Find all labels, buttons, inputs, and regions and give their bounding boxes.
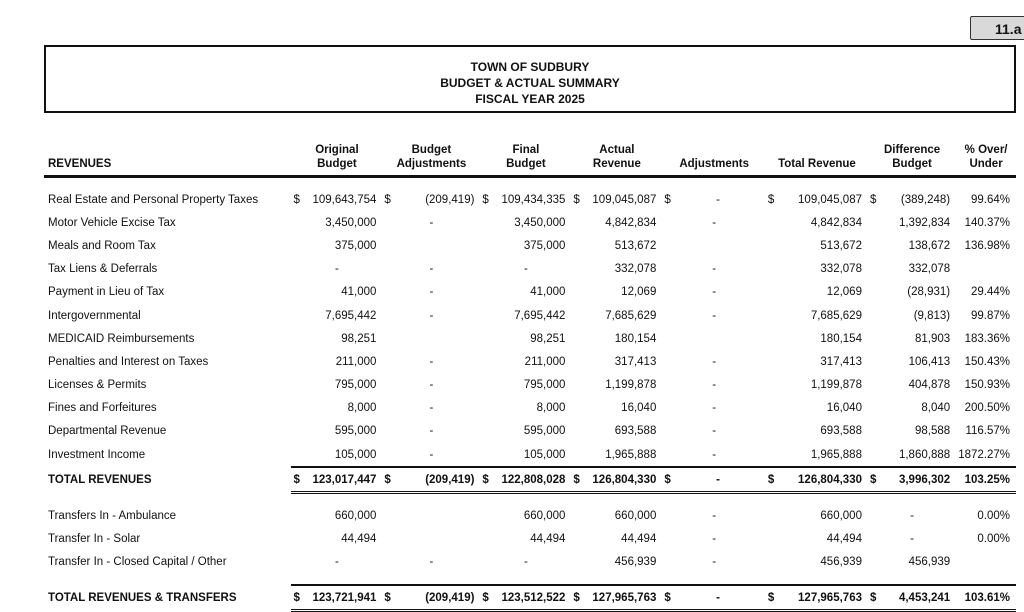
currency-symbol: $	[482, 591, 489, 604]
row-label: Meals and Room Tax	[48, 239, 156, 252]
cell-actual-revenue	[571, 467, 662, 493]
cell-original-budget: 105,000	[334, 448, 377, 461]
table-row	[44, 443, 1016, 467]
cell-total-revenue: 1,965,888	[810, 448, 862, 461]
cell-adjustments	[662, 234, 766, 257]
cell-difference-budget: -	[910, 533, 914, 546]
currency-symbol: $	[293, 193, 300, 206]
cell-original-budget: 595,000	[334, 425, 377, 438]
cell-adjustments: -	[712, 355, 717, 368]
cell-budget-adjustments: -	[429, 309, 434, 322]
cell-actual-revenue: 660,000	[614, 510, 657, 523]
cell-original-budget: 660,000	[334, 510, 377, 523]
cell-pct-over-under: 0.00%	[977, 533, 1010, 546]
cell-value: (209,419)	[425, 591, 475, 604]
cell-total-revenue: 332,078	[820, 263, 862, 276]
currency-symbol: $	[384, 193, 391, 206]
cell-adjustments: -	[712, 448, 717, 461]
cell-difference-budget	[868, 467, 956, 493]
row-label: TOTAL REVENUES & TRANSFERS	[48, 591, 237, 604]
cell-actual-revenue: 317,413	[614, 355, 657, 368]
spacer-row	[44, 574, 1016, 585]
cell-budget-adjustments	[382, 467, 480, 493]
row-label: MEDICAID Reimbursements	[48, 332, 195, 345]
cell-pct-over-under: 99.64%	[970, 193, 1010, 206]
cell-difference-budget: 456,939	[908, 556, 951, 569]
cell-adjustments: -	[712, 510, 717, 523]
row-label: Transfer In - Solar	[48, 533, 141, 546]
table-row	[44, 504, 1016, 527]
currency-symbol: $	[767, 591, 775, 604]
spacer-row	[44, 493, 1016, 505]
cell-difference-budget: (9,813)	[913, 309, 951, 322]
cell-actual-revenue: 7,685,629	[605, 309, 657, 322]
col-header-original-budget: Original Budget	[291, 140, 382, 177]
cell-difference-budget: 106,413	[908, 355, 951, 368]
spacer-cell	[44, 574, 1016, 585]
cell-value: 122,808,028	[501, 473, 566, 486]
cell-original-budget: -	[335, 263, 339, 276]
col-header-budget-adjustments: Budget Adjustments	[382, 140, 480, 177]
report-title-name: BUDGET & ACTUAL SUMMARY	[440, 76, 620, 90]
cell-total-revenue: 317,413	[820, 355, 862, 368]
cell-final-budget: 105,000	[523, 448, 566, 461]
cell-actual-revenue	[571, 585, 662, 611]
cell-pct-over-under: 103.25%	[956, 467, 1016, 493]
cell-actual-revenue: 12,069	[621, 286, 657, 299]
cell-pct-over-under: 0.00%	[977, 510, 1010, 523]
cell-actual-revenue: 16,040	[621, 402, 657, 415]
col-header-revenues: REVENUES	[44, 140, 291, 177]
cell-original-budget	[291, 585, 382, 611]
col-header-actual-revenue: Actual Revenue	[571, 140, 662, 177]
cell-actual-revenue	[571, 188, 662, 211]
cell-final-budget: 8,000	[536, 402, 566, 415]
table-row	[44, 420, 1016, 443]
table-row	[44, 258, 1016, 281]
cell-pct-over-under: 136.98%	[964, 239, 1010, 252]
cell-final-budget	[480, 585, 571, 611]
cell-final-budget: 44,494	[530, 533, 566, 546]
row-label: Penalties and Interest on Taxes	[48, 355, 209, 368]
currency-symbol: $	[293, 591, 300, 604]
row-label: Fines and Forfeitures	[48, 402, 157, 415]
cell-value: 123,721,941	[312, 591, 377, 604]
currency-symbol: $	[767, 473, 775, 486]
row-label: Licenses & Permits	[48, 379, 147, 392]
cell-original-budget: 41,000	[341, 286, 377, 299]
col-header-difference-budget: Difference Budget	[868, 140, 956, 177]
cell-value: 109,045,087	[798, 193, 862, 206]
cell-pct-over-under: 103.61%	[956, 585, 1016, 611]
row-label: Tax Liens & Deferrals	[48, 263, 158, 276]
cell-total-revenue: 1,199,878	[810, 379, 862, 392]
cell-difference-budget: (28,931)	[907, 286, 951, 299]
budget-actual-table	[44, 140, 1016, 612]
cell-final-budget: 660,000	[523, 510, 566, 523]
table-row	[44, 350, 1016, 373]
table-row	[44, 528, 1016, 551]
cell-value: 123,512,522	[501, 591, 566, 604]
cell-pct-over-under: 150.43%	[964, 355, 1010, 368]
cell-value: -	[716, 591, 720, 604]
cell-adjustments	[662, 327, 766, 350]
cell-actual-revenue: 456,939	[614, 556, 657, 569]
row-label: Investment Income	[48, 449, 146, 462]
cell-pct-over-under: 150.93%	[964, 379, 1010, 392]
cell-value: -	[716, 473, 720, 486]
currency-symbol: $	[869, 193, 877, 206]
cell-adjustments: -	[712, 556, 717, 569]
cell-actual-revenue: 513,672	[614, 239, 657, 252]
cell-original-budget: -	[335, 556, 339, 569]
currency-symbol: $	[573, 193, 580, 206]
page-reference-badge: 11.a	[970, 16, 1024, 40]
currency-symbol: $	[767, 193, 775, 206]
cell-adjustments: -	[712, 533, 717, 546]
cell-adjustments: -	[712, 379, 717, 392]
cell-total-revenue: 4,842,834	[810, 216, 862, 229]
cell-value: 109,434,335	[501, 193, 566, 206]
cell-pct-over-under: 99.87%	[970, 309, 1010, 322]
cell-actual-revenue: 1,199,878	[605, 379, 657, 392]
cell-original-budget: 211,000	[335, 355, 377, 368]
currency-symbol: $	[664, 193, 671, 206]
cell-pct-over-under	[956, 258, 1016, 281]
table-header-row	[44, 140, 1016, 177]
cell-value: 109,045,087	[592, 193, 657, 206]
cell-original-budget	[291, 188, 382, 211]
cell-total-revenue: 180,154	[820, 332, 862, 345]
cell-budget-adjustments: -	[429, 425, 434, 438]
cell-total-revenue	[766, 585, 868, 611]
currency-symbol: $	[573, 473, 580, 486]
cell-value: (209,419)	[425, 473, 475, 486]
table-row	[44, 281, 1016, 304]
cell-budget-adjustments	[382, 234, 480, 257]
cell-total-revenue: 16,040	[826, 402, 862, 415]
row-label: Motor Vehicle Excise Tax	[48, 216, 176, 229]
cell-actual-revenue: 180,154	[614, 332, 657, 345]
currency-symbol: $	[482, 193, 489, 206]
currency-symbol: $	[869, 591, 877, 604]
cell-budget-adjustments: -	[429, 379, 434, 392]
cell-budget-adjustments	[382, 504, 480, 527]
cell-actual-revenue: 332,078	[614, 263, 657, 276]
cell-original-budget: 3,450,000	[325, 216, 377, 229]
currency-symbol: $	[573, 591, 580, 604]
cell-final-budget: 595,000	[523, 425, 566, 438]
cell-final-budget: 3,450,000	[514, 216, 566, 229]
cell-original-budget: 98,251	[341, 332, 377, 345]
cell-budget-adjustments	[382, 327, 480, 350]
cell-actual-revenue: 1,965,888	[605, 448, 657, 461]
cell-adjustments: -	[712, 263, 717, 276]
col-header-final-budget: Final Budget	[480, 140, 571, 177]
cell-original-budget: 795,000	[334, 379, 377, 392]
cell-difference-budget: 1,860,888	[898, 448, 951, 461]
currency-symbol: $	[664, 591, 671, 604]
cell-final-budget: -	[523, 263, 528, 276]
cell-difference-budget: 8,040	[921, 402, 951, 415]
cell-value: 4,453,241	[898, 591, 951, 604]
cell-budget-adjustments: -	[429, 556, 434, 569]
cell-final-budget: 7,695,442	[514, 309, 566, 322]
cell-total-revenue	[766, 467, 868, 493]
table-row	[44, 188, 1016, 211]
cell-final-budget: 98,251	[530, 332, 566, 345]
cell-final-budget: 41,000	[530, 286, 566, 299]
cell-value: (389,248)	[900, 193, 951, 206]
cell-original-budget: 375,000	[334, 239, 377, 252]
cell-difference-budget: 404,878	[908, 379, 951, 392]
cell-original-budget	[291, 467, 382, 493]
total-row	[44, 467, 1016, 493]
currency-symbol: $	[293, 473, 300, 486]
cell-final-budget: -	[523, 556, 528, 569]
cell-value: 127,965,763	[798, 591, 862, 604]
cell-total-revenue: 7,685,629	[810, 309, 862, 322]
cell-budget-adjustments: -	[429, 355, 434, 368]
cell-pct-over-under: 116.57%	[965, 425, 1010, 438]
cell-total-revenue	[766, 188, 868, 211]
cell-difference-budget: 98,588	[914, 425, 951, 438]
report-title-period: FISCAL YEAR 2025	[475, 92, 585, 106]
cell-difference-budget: 332,078	[908, 263, 951, 276]
cell-value: 109,643,754	[312, 193, 377, 206]
cell-value: -	[716, 193, 720, 206]
cell-final-budget: 795,000	[523, 379, 566, 392]
cell-total-revenue: 660,000	[820, 510, 862, 523]
cell-pct-over-under: 183.36%	[964, 332, 1010, 345]
cell-original-budget: 8,000	[347, 402, 377, 415]
cell-difference-budget: -	[910, 510, 914, 523]
cell-difference-budget: 81,903	[914, 332, 951, 345]
cell-adjustments: -	[712, 425, 717, 438]
cell-adjustments	[662, 188, 766, 211]
cell-budget-adjustments: -	[429, 216, 434, 229]
cell-value: 126,804,330	[798, 473, 862, 486]
row-label: Intergovernmental	[48, 309, 141, 322]
currency-symbol: $	[384, 473, 391, 486]
cell-total-revenue: 12,069	[826, 286, 862, 299]
cell-difference-budget	[868, 585, 956, 611]
col-header-pct-over-under: % Over/ Under	[956, 140, 1016, 177]
cell-pct-over-under: 140.37%	[964, 216, 1010, 229]
cell-budget-adjustments: -	[429, 448, 434, 461]
col-header-adjustments: Adjustments	[662, 140, 766, 177]
table-row	[44, 551, 1016, 574]
report-title-box	[44, 45, 1016, 113]
cell-value: 3,996,302	[898, 473, 951, 486]
cell-budget-adjustments	[382, 585, 480, 611]
cell-value: (209,419)	[425, 193, 475, 206]
cell-original-budget: 44,494	[341, 533, 377, 546]
cell-value: 127,965,763	[592, 591, 657, 604]
cell-total-revenue: 44,494	[826, 533, 862, 546]
cell-difference-budget: 138,672	[908, 239, 951, 252]
cell-adjustments: -	[712, 286, 717, 299]
currency-symbol: $	[664, 473, 671, 486]
cell-pct-over-under: 29.44%	[970, 286, 1010, 299]
cell-actual-revenue: 693,588	[614, 425, 657, 438]
cell-actual-revenue: 4,842,834	[605, 216, 657, 229]
currency-symbol: $	[869, 473, 877, 486]
cell-budget-adjustments: -	[429, 263, 434, 276]
cell-adjustments	[662, 585, 766, 611]
spacer-cell	[44, 177, 1016, 189]
row-label: Departmental Revenue	[48, 425, 167, 438]
table-row	[44, 234, 1016, 257]
cell-difference-budget	[868, 188, 956, 211]
row-label: Transfers In - Ambulance	[48, 510, 177, 523]
row-label: Real Estate and Personal Property Taxes	[48, 193, 259, 206]
spacer-row	[44, 177, 1016, 189]
cell-final-budget	[480, 188, 571, 211]
cell-adjustments	[662, 467, 766, 493]
cell-final-budget: 375,000	[523, 239, 566, 252]
row-label: Transfer In - Closed Capital / Other	[48, 556, 227, 569]
currency-symbol: $	[384, 591, 391, 604]
cell-pct-over-under: 1872.27%	[958, 448, 1010, 461]
table-row	[44, 374, 1016, 397]
cell-adjustments: -	[712, 309, 717, 322]
cell-budget-adjustments: -	[429, 402, 434, 415]
table-row	[44, 304, 1016, 327]
cell-budget-adjustments	[382, 188, 480, 211]
currency-symbol: $	[482, 473, 489, 486]
cell-pct-over-under: 200.50%	[964, 402, 1010, 415]
table-row	[44, 327, 1016, 350]
spacer-cell	[44, 493, 1016, 505]
report-title-org: TOWN OF SUDBURY	[470, 60, 590, 74]
total-row	[44, 585, 1016, 611]
cell-value: 126,804,330	[592, 473, 657, 486]
table-row	[44, 211, 1016, 234]
cell-final-budget: 211,000	[524, 355, 566, 368]
cell-actual-revenue: 44,494	[621, 533, 657, 546]
cell-budget-adjustments	[382, 528, 480, 551]
cell-budget-adjustments: -	[429, 286, 434, 299]
cell-adjustments: -	[712, 216, 717, 229]
cell-difference-budget: 1,392,834	[898, 216, 951, 229]
cell-total-revenue: 693,588	[820, 425, 862, 438]
cell-total-revenue: 513,672	[820, 239, 862, 252]
cell-value: 123,017,447	[312, 473, 377, 486]
cell-pct-over-under	[956, 551, 1016, 574]
row-label: TOTAL REVENUES	[48, 474, 152, 487]
cell-original-budget: 7,695,442	[325, 309, 377, 322]
cell-adjustments: -	[712, 402, 717, 415]
col-header-total-revenue: Total Revenue	[766, 140, 868, 177]
table-row	[44, 397, 1016, 420]
cell-final-budget	[480, 467, 571, 493]
cell-total-revenue: 456,939	[820, 556, 862, 569]
row-label: Payment in Lieu of Tax	[48, 286, 165, 299]
